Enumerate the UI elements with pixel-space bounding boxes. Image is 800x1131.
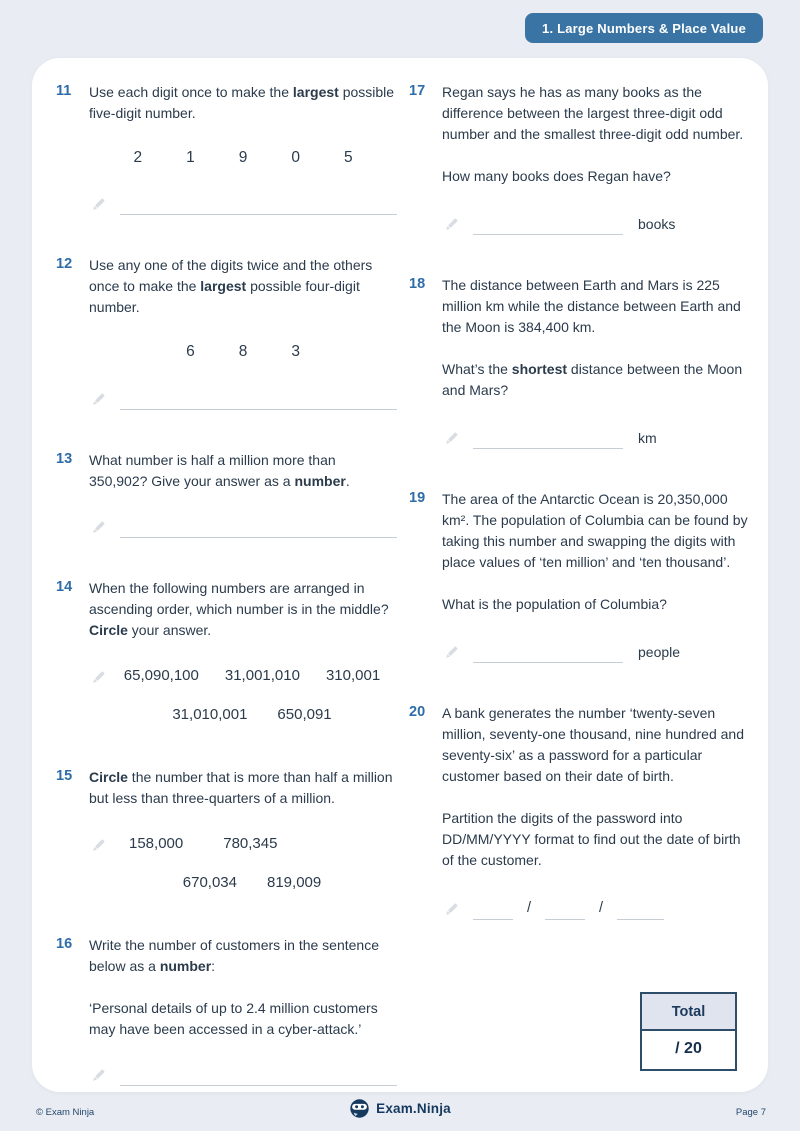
right-column	[409, 82, 750, 1126]
text-segment: What’s the	[442, 361, 512, 377]
pencil-icon	[442, 216, 460, 234]
question-number: 16	[56, 935, 73, 952]
question-text	[89, 767, 397, 809]
number-option[interactable]: 65,090,100	[123, 666, 199, 684]
number-option[interactable]: 310,001	[325, 666, 381, 684]
question-11	[56, 82, 397, 215]
question-14	[56, 578, 397, 727]
answer-unit: books	[638, 216, 676, 232]
question-prompt: Partition the digits of the password into DD/MM/YYYY format to find out the date of birth of the customer.	[442, 810, 741, 868]
text-segment: your answer.	[127, 621, 212, 638]
ninja-icon	[349, 1098, 370, 1119]
answer-options	[89, 665, 397, 727]
question-15	[56, 767, 397, 895]
text-segment-bold: Circle	[89, 621, 128, 638]
text-segment: Use any one of the digits twice and the others once to make the	[89, 257, 373, 295]
question-text	[89, 82, 397, 124]
pencil-icon	[89, 391, 107, 409]
question-12	[56, 255, 397, 409]
answer-blank-day[interactable]	[473, 904, 513, 920]
question-17	[409, 82, 750, 235]
total-score-field[interactable]: / 20	[675, 1040, 702, 1057]
question-text	[89, 450, 397, 492]
number-option[interactable]: 780,345	[223, 834, 278, 852]
pencil-icon	[442, 644, 460, 662]
digit: 0	[291, 149, 300, 166]
answer-blank[interactable]	[120, 199, 397, 215]
question-13	[56, 450, 397, 538]
header-badge	[525, 13, 763, 43]
answer-blank-month[interactable]	[545, 904, 585, 920]
digit: 2	[133, 149, 143, 166]
answer-blank[interactable]	[473, 433, 623, 449]
answer-unit: km	[638, 430, 657, 446]
question-text	[89, 578, 397, 641]
number-option-row	[107, 872, 397, 895]
left-column	[56, 82, 397, 1126]
question-number: 12	[56, 256, 73, 273]
text-segment: Write the number of customers in the sentence below as a	[89, 936, 379, 974]
question-number: 11	[56, 83, 72, 99]
pencil-icon	[442, 901, 460, 919]
answer-unit: people	[638, 644, 681, 660]
answer-row	[89, 519, 397, 538]
digit: 5	[343, 149, 353, 166]
text-segment: possible four-digit number.	[89, 278, 360, 316]
answer-row	[442, 428, 750, 449]
digit: 1	[186, 149, 195, 166]
question-number: 13	[56, 450, 73, 467]
number-option[interactable]: 650,091	[277, 706, 332, 723]
text-segment: What number is half a million more than 350,902? Give your answer as a	[89, 451, 336, 489]
answer-blank[interactable]	[120, 394, 397, 410]
text-segment: distance between the Moon and Mars?	[442, 361, 743, 398]
date-separator: /	[527, 900, 532, 916]
pencil-icon	[89, 837, 107, 855]
answer-blank[interactable]	[120, 1070, 397, 1086]
answer-blank[interactable]	[473, 219, 623, 235]
answer-options	[89, 833, 397, 895]
text-segment-bold: number	[159, 957, 212, 974]
question-16	[56, 935, 397, 1086]
text-segment-bold: largest	[292, 84, 339, 100]
number-option-row	[107, 665, 397, 688]
number-option-row	[107, 833, 397, 856]
text-segment: .	[345, 472, 350, 489]
question-prompt	[442, 359, 750, 401]
digit: 8	[238, 343, 248, 361]
answer-blank-year[interactable]	[617, 904, 664, 920]
text-segment: When the following numbers are arranged in ascending order, which number is in the middle?	[89, 579, 389, 617]
total-label: Total	[642, 994, 735, 1031]
digit: 3	[291, 343, 300, 361]
text-segment-bold: largest	[200, 278, 247, 295]
text-segment-bold: shortest	[511, 361, 568, 377]
question-20	[409, 703, 750, 920]
question-number: 19	[409, 490, 426, 506]
question-number: 18	[409, 276, 426, 292]
question-18	[409, 275, 750, 449]
date-separator: /	[599, 900, 604, 916]
pencil-icon	[89, 519, 107, 537]
number-option[interactable]: 158,000	[129, 834, 184, 852]
question-prompt: How many books does Regan have?	[442, 168, 671, 184]
question-text	[89, 935, 397, 977]
answer-blank[interactable]	[473, 647, 623, 663]
text-segment: Use each digit once to make the	[89, 84, 293, 100]
number-option[interactable]: 31,001,010	[224, 666, 300, 684]
number-option[interactable]: 31,010,001	[172, 706, 248, 723]
answer-row	[89, 1067, 397, 1086]
brand-logo	[0, 1098, 800, 1119]
brand-name: Exam.Ninja	[376, 1101, 451, 1116]
question-text	[89, 255, 397, 318]
page-number: Page 7	[735, 1107, 766, 1118]
question-number: 20	[409, 704, 426, 720]
question-number: 14	[56, 578, 73, 595]
answer-row	[442, 898, 750, 920]
question-text: The distance between Earth and Mars is 225 million km while the distance between Earth and the Moon is 384,400 km.	[442, 277, 741, 335]
digit: 9	[238, 149, 248, 166]
pencil-icon	[89, 196, 107, 214]
answer-row	[442, 214, 750, 235]
question-number: 17	[409, 83, 426, 99]
answer-row	[89, 391, 397, 410]
number-option[interactable]: 670,034	[182, 874, 237, 891]
total-box	[640, 992, 737, 1071]
answer-row	[442, 642, 750, 663]
header-badge-label: 1. Large Numbers & Place Value	[542, 20, 746, 36]
question-text: A bank generates the number ‘twenty-seven million, seventy-one thousand, nine hundred and seventy-six’ as a password for a particular customer based on their date of birth.	[442, 705, 744, 784]
text-segment: possible five-digit number.	[89, 84, 395, 121]
question-19	[409, 489, 750, 663]
question-prompt: What is the population of Columbia?	[442, 596, 667, 612]
text-segment: the number that is more than half a million but less than three-quarters of a million.	[89, 768, 393, 806]
worksheet-card	[32, 58, 768, 1092]
digit-row	[89, 340, 397, 363]
footer-copyright: © Exam Ninja	[36, 1107, 95, 1118]
pencil-icon	[89, 1067, 107, 1085]
digit: 6	[186, 343, 195, 361]
pencil-icon	[89, 669, 107, 687]
question-number: 15	[56, 767, 73, 784]
answer-row	[89, 196, 397, 215]
quote-text: ‘Personal details of up to 2.4 million customers may have been accessed in a cyber-attack.’	[89, 999, 378, 1037]
pencil-icon	[442, 430, 460, 448]
text-segment-bold: number	[294, 472, 346, 489]
question-text: The area of the Antarctic Ocean is 20,350,000 km². The population of Columbia can be found by taking this number and swapping the digits with place values of ‘ten million’ and ‘ten thousand’.	[442, 491, 748, 570]
text-segment: :	[211, 957, 216, 974]
number-option-row	[107, 704, 397, 727]
question-text: Regan says he has as many books as the difference between the largest three-digit odd number and the smallest three-digit odd number.	[442, 84, 744, 142]
text-segment-bold: Circle	[89, 768, 128, 785]
number-option[interactable]: 819,009	[267, 874, 322, 891]
digit-row	[89, 146, 397, 169]
answer-blank[interactable]	[120, 522, 397, 538]
